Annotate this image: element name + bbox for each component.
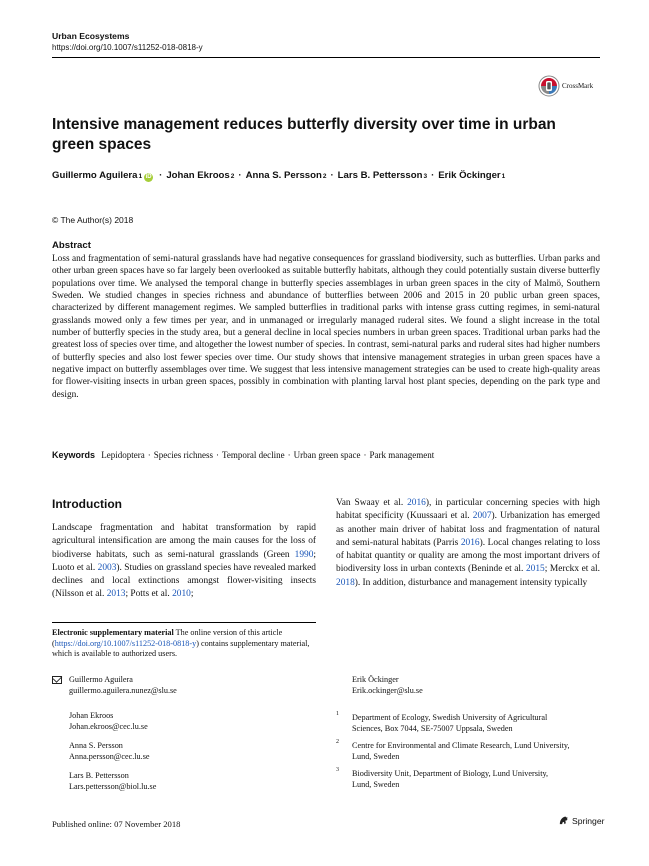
- intro-text: ). Urbanization has emerged as another main driver of habitat loss and fragmentation of natural and semi-natural habitats (Parris: [336, 511, 600, 548]
- citation-link[interactable]: 2013: [106, 589, 126, 600]
- keyword: Temporal decline: [221, 450, 285, 460]
- introduction-left-column: [52, 522, 316, 602]
- envelope-icon: [52, 676, 62, 684]
- keyword: Lepidoptera: [101, 450, 145, 460]
- citation-link[interactable]: 2018: [336, 577, 355, 588]
- author-separator: ·: [431, 170, 435, 181]
- esm-note: [52, 628, 316, 660]
- contact-name: Johan Ekroos: [69, 711, 114, 720]
- intro-text: ), in particular concerning species with high habitat specificity (Kuussaari et al.: [336, 498, 600, 522]
- affiliation-entry: [352, 713, 604, 734]
- citation-link[interactable]: 2010: [172, 589, 191, 600]
- affiliation-entry: [352, 769, 604, 790]
- contact-email[interactable]: Erik.ockinger@slu.se: [352, 685, 423, 695]
- citation-link[interactable]: 2015: [525, 564, 545, 575]
- author-name[interactable]: Johan Ekroos: [166, 170, 230, 181]
- intro-text: ). Local changes relating to loss of habitat quantity or quality are among the most important drivers of biodiversity loss in urban contexts (Beninde et al.: [336, 537, 601, 575]
- contact-entry: [69, 675, 177, 696]
- contact-entry: [352, 675, 423, 696]
- published-date: Published online: 07 November 2018: [52, 819, 181, 829]
- intro-text: ). In addition, disturbance and management intensity typically: [354, 577, 588, 588]
- journal-name: Urban Ecosystems: [52, 31, 130, 41]
- introduction-heading: Introduction: [52, 497, 122, 511]
- author-separator: ·: [238, 170, 242, 181]
- keyword-separator: ·: [215, 450, 219, 460]
- citation-link[interactable]: 2016: [407, 498, 426, 508]
- affiliation-line: Department of Ecology, Swedish University of Agricultural: [352, 713, 548, 722]
- contact-name: Anna S. Persson: [69, 741, 123, 750]
- intro-text: ;: [190, 589, 194, 600]
- copyright-notice: © The Author(s) 2018: [52, 215, 134, 225]
- intro-text: ; Luoto et al.: [52, 549, 316, 573]
- author-name[interactable]: Guillermo Aguilera: [52, 170, 138, 181]
- author-affiliation-mark: 1: [138, 173, 143, 180]
- author-affiliation-mark: 1: [501, 173, 506, 180]
- affiliation-number: 3: [336, 767, 339, 773]
- author-separator: ·: [159, 170, 163, 181]
- contact-name: Erik Öckinger: [352, 675, 399, 684]
- abstract-heading: Abstract: [52, 240, 91, 251]
- contact-entry: [69, 771, 156, 792]
- keywords-line: [52, 450, 434, 460]
- author-affiliation-mark: 2: [230, 173, 235, 180]
- keywords-label: Keywords: [52, 450, 96, 460]
- contact-name: Guillermo Aguilera: [69, 675, 133, 684]
- keyword: Park management: [369, 450, 435, 460]
- esm-link[interactable]: https://doi.org/10.1007/s11252-018-0818-y: [54, 638, 197, 648]
- author-separator: ·: [330, 170, 334, 181]
- contact-name: Lars B. Pettersson: [69, 771, 129, 780]
- citation-link[interactable]: 1990: [294, 549, 314, 560]
- esm-rule: [52, 622, 316, 623]
- keyword-separator: ·: [287, 450, 291, 460]
- contact-email[interactable]: Johan.ekroos@cec.lu.se: [69, 721, 148, 731]
- orcid-icon[interactable]: iD: [145, 174, 152, 180]
- author-affiliation-mark: 2: [322, 173, 327, 180]
- esm-label: Electronic supplementary material: [52, 628, 174, 637]
- author-name[interactable]: Erik Öckinger: [438, 170, 501, 181]
- affiliation-number: 2: [336, 739, 339, 745]
- keyword: Species richness: [153, 450, 213, 460]
- crossmark-label: CrossMark: [562, 82, 594, 90]
- esm-text: The online version of this article (: [52, 628, 283, 648]
- contact-entry: [69, 711, 148, 732]
- citation-link[interactable]: 2016: [460, 537, 480, 548]
- crossmark-badge[interactable]: [538, 74, 608, 98]
- publisher-name: Springer: [572, 815, 605, 826]
- article-title: Intensive management reduces butterfly diversity over time in urban green spaces: [52, 116, 556, 153]
- intro-text: Landscape fragmentation and habitat transformation by rapid agricultural intensification are among the main causes for the loss of biodiverse habitats, such as semi-natural grasslands (Green: [52, 523, 316, 560]
- crossmark-icon: [538, 75, 560, 97]
- intro-text: ). Studies on grassland species have revealed marked declines and local extinctions amongst flower-visiting insects (Nilsson et al.: [52, 562, 316, 600]
- author-affiliation-mark: 3: [423, 173, 428, 180]
- keyword: Urban green space: [293, 450, 361, 460]
- intro-text: ; Merckx et al.: [544, 564, 601, 575]
- springer-horse-icon: [558, 815, 569, 826]
- contact-email[interactable]: guillermo.aguilera.nunez@slu.se: [69, 685, 177, 695]
- contact-email[interactable]: Anna.persson@cec.lu.se: [69, 751, 150, 761]
- abstract-text: Loss and fragmentation of semi-natural grasslands have had negative consequences for grassland biodiversity, such as butterflies. Urban parks and other urban green spaces have so far largely been overlooked as suitable butterfly habitats, although they could potentially sustain diverse butterfly populations over time. We analysed the temporal change in butterfly species assemblages in urban green spaces in the city of Malmö, Southern Sweden. We studied changes in species richness and abundance of butterflies between 2006 and 2015 in 20 public urban green spaces, characterized by different management regimes. We sampled butterflies in traditional parks with intense grass cutting regimes, in semi-natural grasslands mowed only a few times per year, and in unmanaged or irregularly managed ruderal sites. We found a slight increase in the total number of butterfly species in the study area, but a general decline in local species numbers in urban green spaces. Traditional urban parks had the greatest loss of species over time, and altogether the lowest number of species. In contrast, semi-natural parks and ruderal sites had higher numbers of butterfly species and also lost fewer species over time. Our study shows that intensive management strategies in urban green spaces have a negative impact on butterfly assemblages over time. We suggest that less intensive management strategies can be used to create high-quality areas for flower-visiting insects in urban green spaces, possibly in combination with planting larval host plant species, depending on the park type and design.: [52, 254, 600, 400]
- header-rule: [52, 57, 600, 58]
- author-name[interactable]: Lars B. Pettersson: [337, 170, 423, 181]
- affiliation-line: Lund, Sweden: [352, 751, 400, 761]
- keyword-separator: ·: [147, 450, 151, 460]
- affiliation-line: Sciences, Box 7044, SE-75007 Uppsala, Sweden: [352, 723, 513, 733]
- affiliation-line: Centre for Environmental and Climate Research, Lund University,: [352, 741, 570, 750]
- author-name[interactable]: Anna S. Persson: [245, 170, 322, 181]
- contact-email[interactable]: Lars.pettersson@biol.lu.se: [69, 781, 157, 791]
- citation-link[interactable]: 2003: [97, 562, 117, 573]
- affiliation-line: Lund, Sweden: [352, 779, 400, 789]
- article-doi[interactable]: https://doi.org/10.1007/s11252-018-0818-y: [52, 43, 203, 52]
- introduction-right-column: [336, 497, 600, 590]
- keyword-separator: ·: [363, 450, 367, 460]
- esm-text: ) contains supplementary material, which is available to authorized users.: [52, 638, 310, 658]
- contact-entry: [69, 741, 150, 762]
- intro-text: Van Swaay et al.: [336, 498, 408, 508]
- intro-text: ; Potts et al.: [125, 589, 173, 600]
- affiliation-entry: [352, 741, 604, 762]
- citation-link[interactable]: 2007: [472, 511, 492, 522]
- affiliation-number: 1: [336, 711, 339, 717]
- affiliation-line: Biodiversity Unit, Department of Biology, Lund University,: [352, 769, 549, 778]
- author-list: [52, 170, 612, 182]
- publisher-logo: [558, 815, 604, 826]
